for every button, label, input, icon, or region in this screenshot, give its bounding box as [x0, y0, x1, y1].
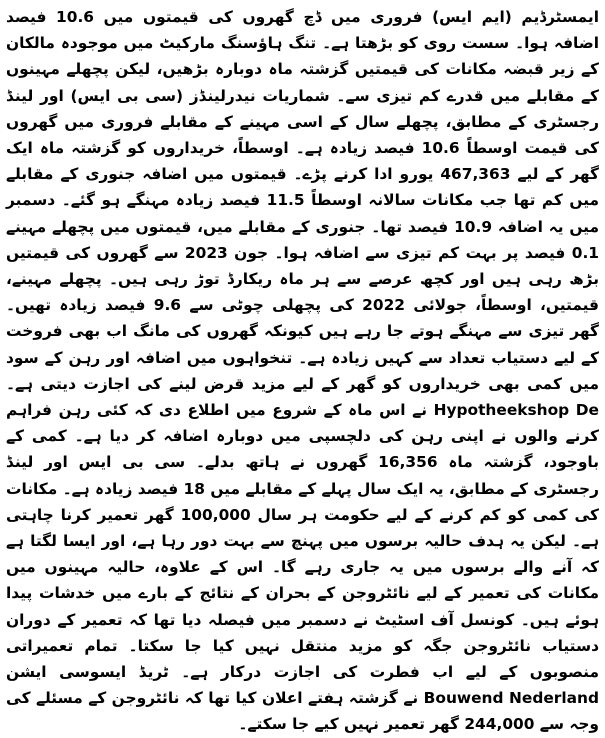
- article-body: ایمسٹرڈیم (ایم ایس) فروری میں ڈچ گھروں کی قیمتوں میں 10.6 فیصد اضافہ ہوا۔ سست روی کو بڑھتا ہے۔ تنگ ہاؤسنگ مارکیٹ میں موجودہ مالکان کے زیر قبضہ مکانات کی قیمتیں گزشتہ ماہ دوبارہ بڑھیں، لیکن پچھلے مہینوں کے مقابلے میں قدرے کم تیزی سے۔ شماریات نیدرلینڈز (سی بی ایس) اور لینڈ رجسٹری کے مطابق، پچھلے سال کے اسی مہینے کے مقابلے فروری میں گھروں کی قیمت اوسطاً 10.6 فیصد زیادہ ہے۔ اوسطاً، خریداروں کو گزشتہ ماہ ایک گھر کے لیے 467,363 یورو ادا کرنے پڑے۔ قیمتوں میں اضافہ جنوری کے مقابلے میں کم تھا جب مکانات سالانہ اوسطاً 11.5 فیصد زیادہ مہنگے ہو گئے۔ دسمبر میں یہ اضافہ 10.9 فیصد تھا۔ جنوری کے مقابلے میں، قیمتوں میں پچھلے مہینے 0.1 فیصد پر بہت کم تیزی سے اضافہ ہوا۔ جون 2023 سے گھروں کی قیمتیں بڑھ رہی ہیں اور کچھ عرصے سے ہر ماہ ریکارڈ توڑ رہی ہیں۔ پچھلے مہینے، قیمتیں، اوسطاً، جولائی 2022 کی پچھلی چوٹی سے 9.6 فیصد زیادہ تھیں۔ گھر تیزی سے مہنگے ہوتے جا رہے ہیں کیونکہ گھروں کی مانگ اب بھی فروخت کے لیے دستیاب تعداد سے کہیں زیادہ ہے۔ تنخواہوں میں اضافہ اور رہن کے سود میں کمی بھی خریداروں کو گھر کے لیے مزید قرض لینے کی اجازت دیتی ہے۔ Hypotheekshop De نے اس ماہ کے شروع میں اطلاع دی کہ کئی رہن فراہم کرنے والوں نے اپنی رہن کی دلچسپی میں دوبارہ اضافہ کر دیا ہے۔ کمی کے باوجود، گزشتہ ماہ 16,356 گھروں نے ہاتھ بدلے۔ سی بی ایس اور لینڈ رجسٹری کے مطابق، یہ ایک سال پہلے کے مقابلے میں 18 فیصد زیادہ ہے۔ مکانات کی کمی کو کم کرنے کے لیے حکومت ہر سال 100,000 گھر تعمیر کرنا چاہتی ہے۔ لیکن یہ ہدف حالیہ برسوں میں پہنچ سے بہت دور رہا ہے، اور ایسا لگتا ہے کہ آنے والے برسوں میں یہ جاری رہے گا۔ اس کے علاوہ، حالیہ مہینوں میں مکانات کی تعمیر کے لیے نائٹروجن کے بحران کے نتائج کے بارے میں خدشات پیدا ہوئے ہیں۔ کونسل آف اسٹیٹ نے دسمبر میں فیصلہ دیا تھا کہ تعمیر کے دوران دستیاب نائٹروجن جگہ کو مزید منتقل نہیں کیا جا سکتا۔ تمام تعمیراتی منصوبوں کے لیے اب فطرت کی اجازت درکار ہے۔ ٹریڈ ایسوسی ایشن Bouwend Nederland نے گزشتہ ہفتے اعلان کیا تھا کہ نائٹروجن کے مسئلے کی وجہ سے 244,000 گھر تعمیر نہیں کیے جا سکتے۔: [6, 8, 600, 734]
